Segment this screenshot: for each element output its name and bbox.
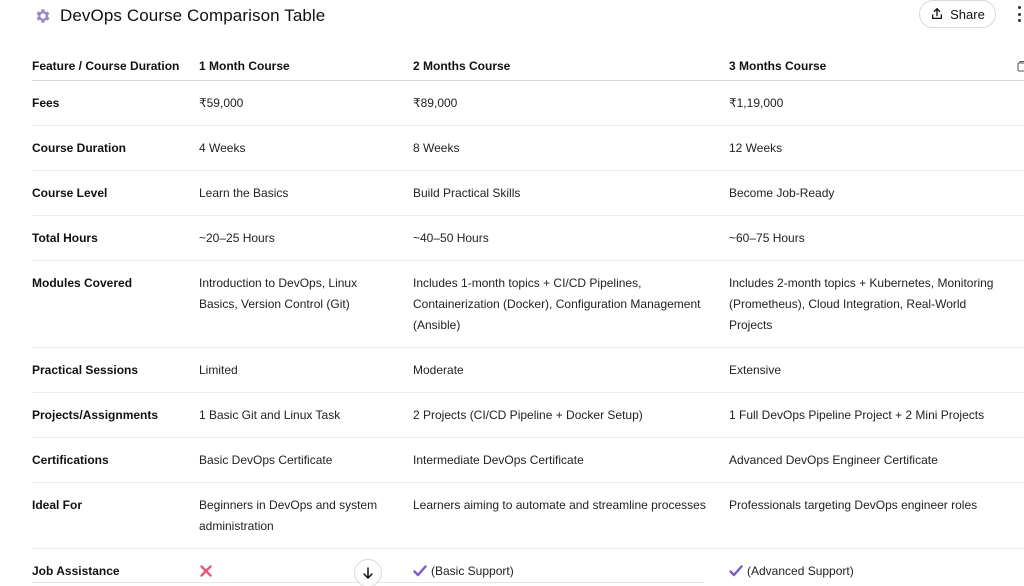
table-cell: Limited — [199, 347, 413, 392]
feature-cell: Projects/Assignments — [32, 392, 199, 437]
more-vertical-icon[interactable] — [1014, 4, 1024, 24]
table-row — [32, 482, 1024, 548]
feature-cell: Course Level — [32, 170, 199, 215]
cross-mark-icon — [199, 564, 213, 578]
table-row — [32, 215, 1024, 260]
table-cell: Intermediate DevOps Certificate — [413, 437, 729, 482]
column-header: 3 Months Course — [729, 40, 1024, 80]
table-cell: Basic DevOps Certificate — [199, 437, 413, 482]
feature-cell: Total Hours — [32, 215, 199, 260]
page-title: DevOps Course Comparison Table — [60, 6, 326, 25]
table-cell: ₹89,000 — [413, 80, 729, 125]
table-row — [32, 392, 1024, 437]
table-cell: 12 Weeks — [729, 125, 1024, 170]
table-cell: 2 Projects (CI/CD Pipeline + Docker Setup) — [413, 392, 729, 437]
column-header: 2 Months Course — [413, 40, 729, 80]
table-row — [32, 260, 1024, 347]
table-cell: Learn the Basics — [199, 170, 413, 215]
gear-icon — [34, 7, 52, 25]
table-row — [32, 548, 1024, 586]
table-header-row — [32, 40, 1024, 80]
scroll-down-button[interactable] — [354, 559, 382, 586]
table-cell: Professionals targeting DevOps engineer roles — [729, 482, 1024, 548]
table-cell: Includes 1-month topics + CI/CD Pipelines, Containerization (Docker), Configuration Management (Ansible) — [413, 260, 729, 347]
share-icon — [930, 7, 944, 21]
table-cell: Advanced DevOps Engineer Certificate — [729, 437, 1024, 482]
header — [0, 0, 1024, 36]
table-cell: ~60–75 Hours — [729, 215, 1024, 260]
column-header: Feature / Course Duration — [32, 40, 199, 80]
title-wrap — [34, 6, 325, 26]
table-cell: ₹59,000 — [199, 80, 413, 125]
table-cell: ~20–25 Hours — [199, 215, 413, 260]
table-cell: ~40–50 Hours — [413, 215, 729, 260]
table-cell: ₹1,19,000 — [729, 80, 1024, 125]
column-header: 1 Month Course — [199, 40, 413, 80]
job-assistance-text: (Basic Support) — [431, 563, 514, 578]
table-row — [32, 437, 1024, 482]
feature-cell: Modules Covered — [32, 260, 199, 347]
table-row — [32, 80, 1024, 125]
feature-cell: Job Assistance — [32, 563, 120, 578]
table-cell: Build Practical Skills — [413, 170, 729, 215]
table-cell: 1 Basic Git and Linux Task — [199, 392, 413, 437]
table-cell: 1 Full DevOps Pipeline Project + 2 Mini Projects — [729, 392, 1024, 437]
table-cell: Introduction to DevOps, Linux Basics, Version Control (Git) — [199, 260, 413, 347]
table-cell: Beginners in DevOps and system administration — [199, 482, 413, 548]
table-row — [32, 347, 1024, 392]
job-assistance-text: (Advanced Support) — [747, 563, 854, 578]
table-row — [32, 125, 1024, 170]
table-cell: 8 Weeks — [413, 125, 729, 170]
table-row — [32, 170, 1024, 215]
table-cell — [413, 548, 729, 586]
arrow-down-icon — [361, 566, 375, 580]
feature-cell: Course Duration — [32, 125, 199, 170]
feature-cell: Ideal For — [32, 482, 199, 548]
table-cell — [729, 548, 1024, 586]
table-cell: 4 Weeks — [199, 125, 413, 170]
table-cell: Extensive — [729, 347, 1024, 392]
table-cell: Includes 2-month topics + Kubernetes, Monitoring (Prometheus), Cloud Integration, Real-World Projects — [729, 260, 1024, 347]
check-mark-icon — [413, 565, 427, 577]
check-mark-icon — [729, 565, 743, 577]
feature-cell: Fees — [32, 80, 199, 125]
share-label: Share — [950, 6, 985, 22]
table-cell: Learners aiming to automate and streamline processes — [413, 482, 729, 548]
feature-cell: Practical Sessions — [32, 347, 199, 392]
table-cell: Become Job-Ready — [729, 170, 1024, 215]
feature-cell: Certifications — [32, 437, 199, 482]
comparison-table — [32, 40, 1024, 586]
share-button[interactable] — [919, 0, 996, 28]
table-cell: Moderate — [413, 347, 729, 392]
